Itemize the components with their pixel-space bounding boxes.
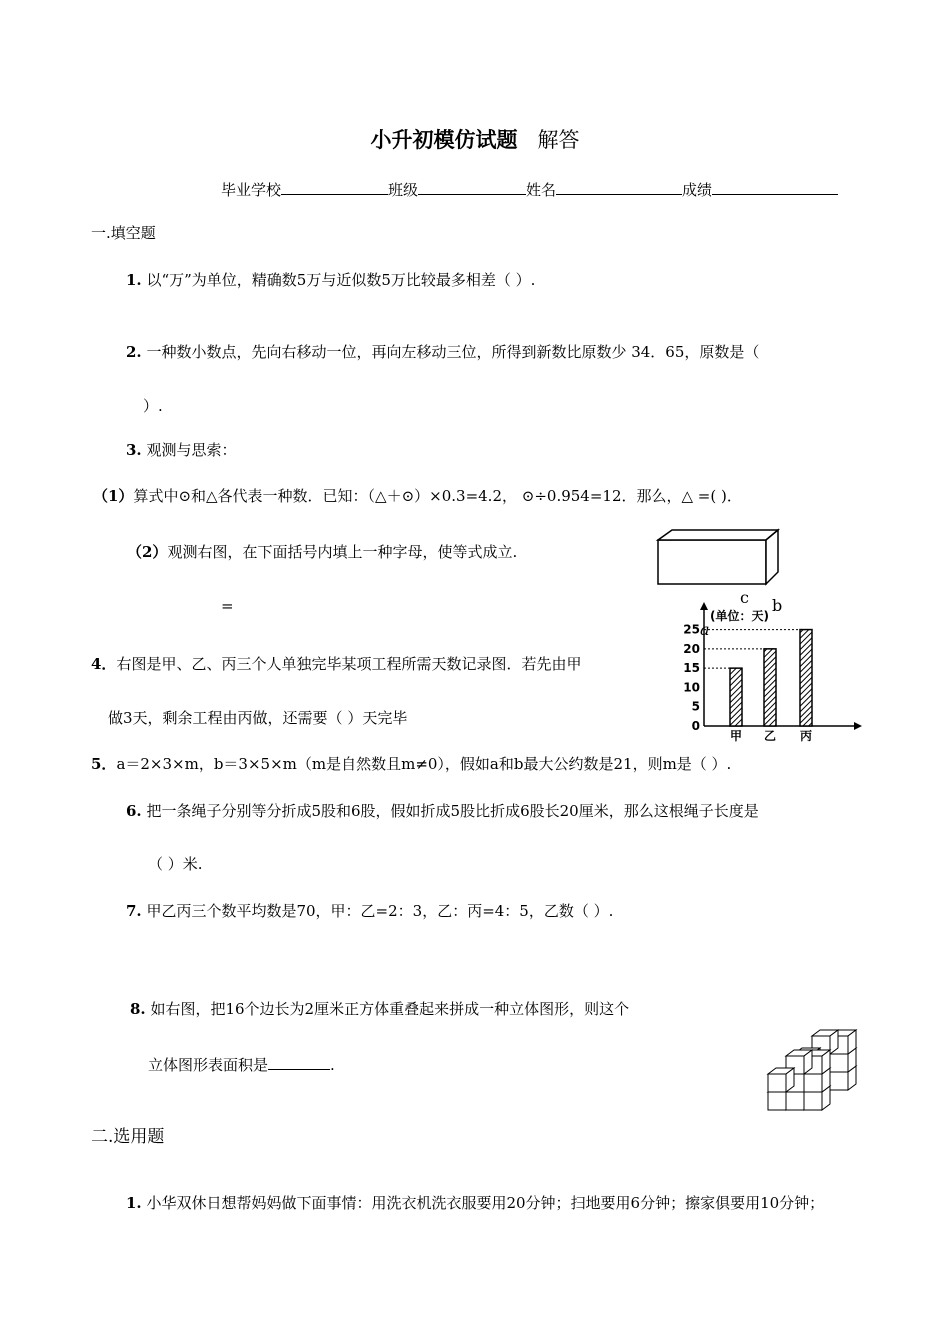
q7-number: 7.	[126, 902, 142, 920]
x-tick-label: 甲	[729, 729, 743, 743]
section1-heading: 一.填空题	[91, 224, 156, 242]
cuboid-label-b: b	[772, 596, 783, 615]
y-axis-arrow	[700, 602, 708, 610]
school-blank[interactable]	[281, 178, 388, 195]
name-label: 姓名	[526, 181, 557, 199]
y-tick-label: 25	[683, 622, 700, 637]
cube	[768, 1068, 794, 1092]
cuboid-front-face	[658, 540, 766, 584]
cuboid-label-a: a	[700, 620, 710, 639]
class-blank[interactable]	[418, 178, 526, 195]
question-2	[126, 341, 759, 362]
question-7	[126, 900, 613, 921]
bar-1	[730, 668, 742, 726]
q3-number: 3.	[126, 441, 142, 459]
q2-number: 2.	[126, 343, 142, 361]
score-label: 成绩	[682, 181, 713, 199]
cube-stack-figure	[764, 1026, 858, 1116]
class-label: 班级	[388, 181, 419, 199]
q8-answer-blank[interactable]	[268, 1053, 330, 1070]
q8-number: 8.	[130, 1000, 146, 1018]
q5-number: 5．	[91, 755, 117, 773]
q3-1-text: 算式中⊙和△各代表一种数．已知：（△＋⊙）×0.3=4.2， ⊙÷0.954=12．那么，△ =( )．	[133, 487, 742, 505]
q3-2-equation: =	[221, 597, 234, 615]
bar-chart	[668, 600, 864, 746]
cuboid-label-c: c	[740, 588, 749, 607]
question-8	[130, 998, 629, 1019]
x-axis-arrow	[854, 722, 862, 730]
chart-title: (单位：天)	[710, 609, 769, 623]
q1-number: 1.	[126, 271, 142, 289]
score-blank[interactable]	[712, 178, 838, 195]
q5-text: a＝2×3×m，b＝3×5×m（m是自然数且m≠0），假如a和b最大公约数是21，则m是（ ）.	[116, 755, 732, 773]
q3-2-number: （2）	[127, 543, 168, 561]
bar-2	[764, 649, 776, 726]
q6-text: 把一条绳子分别等分折成5股和6股，假如折成5股比折成6股长20厘米，那么这根绳子长度是	[146, 802, 759, 820]
q4-number: 4．	[91, 655, 117, 673]
q1-text: 以“万”为单位，精确数5万与近似数5万比较最多相差（ ）.	[146, 271, 536, 289]
q3-1-number: （1）	[93, 487, 134, 505]
q8-text: 如右图，把16个边长为2厘米正方体重叠起来拼成一种立体图形，则这个	[150, 1000, 630, 1018]
q4-text-cont: 做3天，剩余工程由丙做，还需要（ ）天完毕	[108, 709, 408, 727]
q3-2-text: 观测右图，在下面括号内填上一种字母，使等式成立.	[167, 543, 518, 561]
title-main: 小升初模仿试题	[370, 127, 518, 152]
q8-period: .	[330, 1056, 335, 1074]
question-5	[91, 753, 731, 774]
q3-text: 观测与思索：	[146, 441, 237, 459]
y-tick-label: 5	[691, 699, 700, 714]
cuboid-side-face	[766, 530, 778, 584]
y-tick-label: 20	[683, 641, 700, 656]
y-tick-label: 10	[683, 680, 700, 695]
question-1	[126, 269, 535, 290]
name-blank[interactable]	[556, 178, 682, 195]
q8-text-cont	[148, 1053, 335, 1075]
s2q1-number: 1.	[126, 1194, 142, 1212]
question-3	[126, 439, 236, 460]
page-title	[0, 124, 950, 154]
q6-number: 6.	[126, 802, 142, 820]
s2q1-text: 小华双休日想帮妈妈做下面事情：用洗衣机洗衣服要用20分钟；扫地要用6分钟；擦家俱要用10分钟；	[146, 1194, 825, 1212]
question-3-2	[127, 541, 517, 562]
section2-question-1	[126, 1192, 824, 1213]
cuboid-top-face	[658, 530, 778, 540]
q8-text2: 立体图形表面积是	[148, 1056, 269, 1074]
y-tick-label: 0	[691, 719, 700, 733]
question-3-1	[93, 485, 742, 506]
q7-text: 甲乙丙三个数平均数是70，甲：乙=2：3，乙：丙=4：5，乙数（ ）.	[146, 902, 614, 920]
q6-text-cont: （ ）米.	[148, 855, 203, 873]
y-tick-label: 15	[683, 661, 700, 676]
info-line	[221, 178, 838, 200]
title-sub: 解答	[537, 128, 580, 152]
bar-3	[800, 630, 812, 726]
q2-text-cont: ）.	[143, 397, 163, 415]
x-tick-label: 乙	[763, 729, 777, 743]
question-4	[91, 653, 581, 674]
question-6	[126, 800, 759, 821]
q2-text: 一种数小数点，先向右移动一位，再向左移动三位，所得到新数比原数少 34．65，原数是（	[146, 343, 760, 361]
x-tick-label: 丙	[799, 729, 813, 743]
section2-heading: 二.选用题	[91, 1127, 165, 1147]
q4-text: 右图是甲、乙、丙三个人单独完毕某项工程所需天数记录图．若先由甲	[116, 655, 582, 673]
school-label: 毕业学校	[221, 181, 282, 199]
